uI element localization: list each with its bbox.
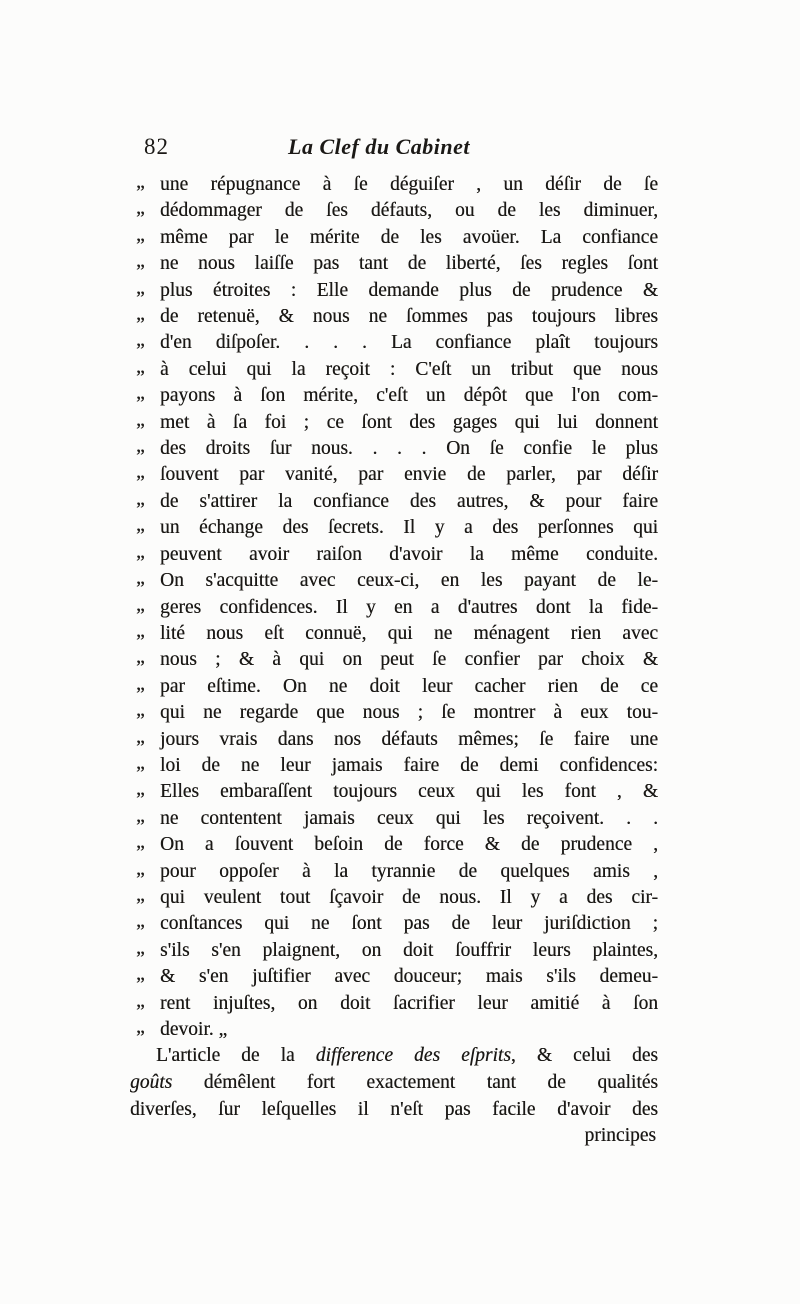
text-line-content: nous ; & à qui on peut ſe confier par choix & [160, 649, 658, 671]
text-line [130, 674, 658, 700]
text-line-content: qui veulent tout ſçavoir de nous. Il y a des cir- [160, 886, 658, 908]
quote-mark: „ [136, 329, 145, 351]
quote-mark: „ [136, 857, 145, 879]
text-line-content: dédommager de ſes défauts, ou de les diminuer, [160, 200, 658, 222]
quoted-passage [130, 172, 658, 1043]
text-line-content: de s'attirer la confiance des autres, & pour faire [160, 490, 658, 512]
paragraph-text: L'article de la [156, 1045, 316, 1067]
text-line [130, 330, 658, 356]
text-line-content: de retenuë, & nous ne ſommes pas toujours libres [160, 306, 658, 328]
text-line-content: payons à ſon mérite, c'eſt un dépôt que l'on com- [160, 385, 658, 407]
text-line-content: peuvent avoir raiſon d'avoir la même conduite. [160, 543, 658, 565]
text-line-content: ne contentent jamais ceux qui les reçoivent. . . [160, 807, 658, 829]
quote-mark: „ [136, 540, 145, 562]
italic-phrase: goûts [130, 1072, 173, 1093]
text-line [130, 410, 658, 436]
quote-mark: „ [136, 884, 145, 906]
text-line-content: même par le mérite de les avoüer. La confiance [160, 226, 658, 248]
text-line [130, 198, 658, 224]
quote-mark: „ [136, 408, 145, 430]
quote-mark: „ [136, 752, 145, 774]
text-line [130, 885, 658, 911]
text-line-content: à celui qui la reçoit : C'eſt un tribut que nous [160, 358, 658, 380]
text-line [130, 991, 658, 1017]
quote-mark: „ [136, 989, 145, 1011]
text-line [130, 727, 658, 753]
closing-paragraph [130, 1043, 658, 1123]
text-line [130, 753, 658, 779]
text-line-content: ne nous laiſſe pas tant de liberté, ſes regles ſont [160, 253, 658, 275]
quote-mark: „ [136, 937, 145, 959]
text-line-content: devoir. „ [160, 1019, 228, 1040]
paragraph-text: démêlent fort exactement tant de qualités [172, 1072, 658, 1093]
text-line [130, 251, 658, 277]
text-line-content: s'ils s'en plaignent, on doit ſouffrir leurs plaintes, [160, 939, 658, 961]
quote-mark: „ [136, 831, 145, 853]
text-line [130, 462, 658, 488]
text-line-content: met à ſa foi ; ce ſont des gages qui lui donnent [160, 411, 658, 433]
paragraph-text: , & celui des [510, 1045, 658, 1067]
quote-mark: „ [136, 356, 145, 378]
paragraph-line [130, 1097, 658, 1124]
text-line [130, 1017, 658, 1043]
text-line [130, 172, 658, 198]
text-line-content: & s'en juſtifier avec douceur; mais s'ils demeu- [160, 966, 658, 988]
quote-mark: „ [136, 567, 145, 589]
text-line-content: jours vrais dans nos défauts mêmes; ſe faire une [160, 728, 658, 750]
quote-mark: „ [136, 725, 145, 747]
text-line-content: qui ne regarde que nous ; ſe montrer à eux tou- [160, 702, 658, 724]
text-line-content: des droits ſur nous. . . . On ſe confie le plus [160, 438, 658, 460]
page-header [130, 134, 658, 168]
text-line [130, 647, 658, 673]
text-line [130, 436, 658, 462]
quote-mark: „ [136, 382, 145, 404]
text-line [130, 859, 658, 885]
text-line-content: ſouvent par vanité, par envie de parler, par déſir [160, 464, 658, 486]
text-line [130, 832, 658, 858]
text-line [130, 515, 658, 541]
text-line [130, 489, 658, 515]
quote-mark: „ [136, 672, 145, 694]
quote-mark: „ [136, 646, 145, 668]
text-line-content: pour oppoſer à la tyrannie de quelques amis , [160, 860, 658, 882]
paragraph-text: diverſes, ſur leſquelles il n'eſt pas facile d'avoir des [130, 1098, 658, 1120]
text-line [130, 542, 658, 568]
text-line [130, 806, 658, 832]
text-line-content: une répugnance à ſe déguiſer , un déſir de ſe [160, 174, 658, 195]
text-line-content: lité nous eſt connuë, qui ne ménagent rien avec [160, 622, 658, 644]
paragraph-line [130, 1043, 658, 1070]
text-line-content: d'en diſpoſer. . . . La confiance plaît toujours [160, 332, 658, 354]
quote-mark: „ [136, 778, 145, 800]
page-number: 82 [144, 134, 169, 159]
quote-mark: „ [136, 303, 145, 325]
text-line-content: On a ſouvent beſoin de force & de prudence , [160, 834, 658, 856]
quote-mark: „ [136, 1016, 145, 1038]
quote-mark: „ [136, 276, 145, 298]
quote-mark: „ [136, 171, 145, 193]
text-line [130, 779, 658, 805]
quote-mark: „ [136, 699, 145, 721]
text-line [130, 964, 658, 990]
text-block [130, 134, 658, 1150]
paragraph-line [130, 1070, 658, 1097]
text-line-content: par eſtime. On ne doit leur cacher rien de ce [160, 675, 658, 697]
quote-mark: „ [136, 620, 145, 642]
italic-phrase: difference des eſprits [315, 1045, 511, 1067]
quote-mark: „ [136, 805, 145, 827]
text-line [130, 595, 658, 621]
text-line-content: conſtances qui ne ſont pas de leur juriſdiction ; [160, 913, 658, 935]
catchword: principes [584, 1125, 656, 1147]
text-line-content: On s'acquitte avec ceux-ci, en les payant de le- [160, 570, 658, 592]
text-line [130, 383, 658, 409]
text-line-content: un échange des ſecrets. Il y a des perſonnes qui [160, 517, 658, 539]
text-line-content: geres confidences. Il y en a d'autres dont la fide- [160, 596, 658, 618]
quote-mark: „ [136, 461, 145, 483]
text-line [130, 357, 658, 383]
text-line [130, 911, 658, 937]
quote-mark: „ [136, 593, 145, 615]
text-line-content: rent injuſtes, on doit ſacrifier leur amitié à ſon [160, 992, 658, 1014]
text-line [130, 278, 658, 304]
quote-mark: „ [136, 910, 145, 932]
text-line [130, 938, 658, 964]
quote-mark: „ [136, 435, 145, 457]
quote-mark: „ [136, 963, 145, 985]
quote-mark: „ [136, 224, 145, 246]
text-line [130, 621, 658, 647]
text-line [130, 304, 658, 330]
text-line [130, 568, 658, 594]
text-line [130, 700, 658, 726]
text-line-content: loi de ne leur jamais faire de demi confidences: [160, 754, 658, 776]
text-line-content: plus étroites : Elle demande plus de prudence & [160, 279, 658, 301]
quote-mark: „ [136, 488, 145, 510]
text-line-content: Elles embaraſſent toujours ceux qui les font , & [160, 781, 658, 803]
quote-mark: „ [136, 197, 145, 219]
text-line [130, 225, 658, 251]
quote-mark: „ [136, 250, 145, 272]
quote-mark: „ [136, 514, 145, 536]
running-title: La Clef du Cabinet [288, 134, 470, 159]
